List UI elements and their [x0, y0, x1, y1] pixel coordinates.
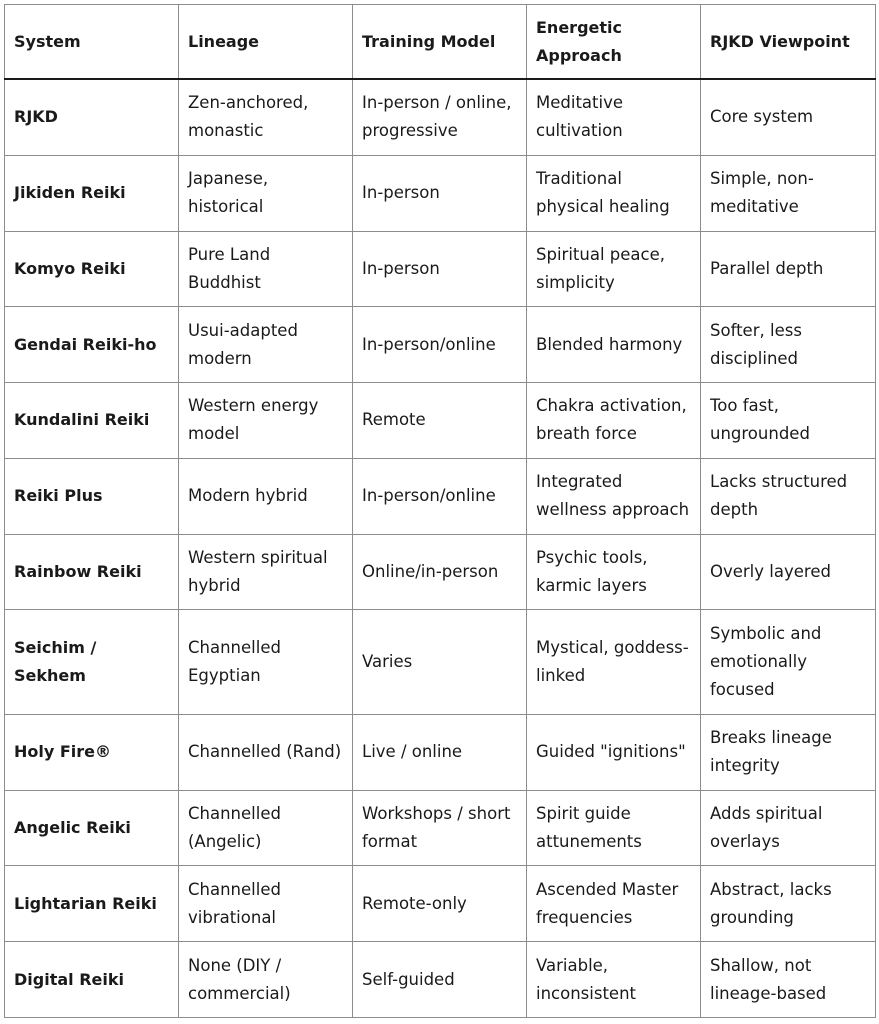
cell-lineage: Pure Land Buddhist [179, 231, 353, 307]
cell-energetic-approach: Chakra activation, breath force [527, 383, 701, 459]
header-row [5, 5, 876, 80]
cell-training-model: In-person [353, 155, 527, 231]
cell-training-model: Self-guided [353, 942, 527, 1018]
cell-lineage: Japanese, historical [179, 155, 353, 231]
cell-system: Rainbow Reiki [5, 534, 179, 610]
cell-energetic-approach: Mystical, goddess-linked [527, 610, 701, 714]
cell-system: Komyo Reiki [5, 231, 179, 307]
cell-energetic-approach: Ascended Master frequencies [527, 866, 701, 942]
table-row [5, 155, 876, 231]
header-energetic-approach: Energetic Approach [527, 5, 701, 80]
header-system: System [5, 5, 179, 80]
cell-rjkd-viewpoint: Lacks structured depth [701, 458, 876, 534]
table-row [5, 714, 876, 790]
cell-lineage: Western spiritual hybrid [179, 534, 353, 610]
cell-system: Jikiden Reiki [5, 155, 179, 231]
cell-rjkd-viewpoint: Adds spiritual overlays [701, 790, 876, 866]
cell-rjkd-viewpoint: Symbolic and emotionally focused [701, 610, 876, 714]
table-row [5, 942, 876, 1018]
table-row [5, 790, 876, 866]
cell-system: RJKD [5, 79, 179, 155]
cell-rjkd-viewpoint: Core system [701, 79, 876, 155]
table-row [5, 79, 876, 155]
cell-lineage: Western energy model [179, 383, 353, 459]
cell-training-model: Live / online [353, 714, 527, 790]
cell-rjkd-viewpoint: Breaks lineage integrity [701, 714, 876, 790]
cell-energetic-approach: Blended harmony [527, 307, 701, 383]
cell-lineage: None (DIY / commercial) [179, 942, 353, 1018]
cell-training-model: Remote-only [353, 866, 527, 942]
cell-energetic-approach: Meditative cultivation [527, 79, 701, 155]
table-row [5, 610, 876, 714]
table-body [5, 79, 876, 1018]
cell-training-model: Varies [353, 610, 527, 714]
table-row [5, 534, 876, 610]
header-rjkd-viewpoint: RJKD Viewpoint [701, 5, 876, 80]
cell-system: Angelic Reiki [5, 790, 179, 866]
cell-energetic-approach: Spirit guide attunements [527, 790, 701, 866]
table-row [5, 383, 876, 459]
cell-system: Holy Fire® [5, 714, 179, 790]
table-row [5, 866, 876, 942]
cell-system: Seichim / Sekhem [5, 610, 179, 714]
cell-rjkd-viewpoint: Shallow, not lineage-based [701, 942, 876, 1018]
reiki-systems-comparison-table [4, 4, 876, 1018]
cell-training-model: In-person/online [353, 458, 527, 534]
cell-training-model: In-person / online, progressive [353, 79, 527, 155]
cell-rjkd-viewpoint: Overly layered [701, 534, 876, 610]
cell-lineage: Channelled Egyptian [179, 610, 353, 714]
cell-system: Lightarian Reiki [5, 866, 179, 942]
cell-system: Digital Reiki [5, 942, 179, 1018]
cell-energetic-approach: Traditional physical healing [527, 155, 701, 231]
table-row [5, 458, 876, 534]
cell-lineage: Channelled (Rand) [179, 714, 353, 790]
cell-training-model: In-person/online [353, 307, 527, 383]
cell-rjkd-viewpoint: Abstract, lacks grounding [701, 866, 876, 942]
cell-training-model: In-person [353, 231, 527, 307]
header-lineage: Lineage [179, 5, 353, 80]
cell-system: Gendai Reiki-ho [5, 307, 179, 383]
cell-lineage: Zen-anchored, monastic [179, 79, 353, 155]
cell-rjkd-viewpoint: Simple, non-meditative [701, 155, 876, 231]
cell-energetic-approach: Integrated wellness approach [527, 458, 701, 534]
cell-energetic-approach: Spiritual peace, simplicity [527, 231, 701, 307]
table-header [5, 5, 876, 80]
comparison-table-container [4, 4, 875, 1018]
cell-rjkd-viewpoint: Too fast, ungrounded [701, 383, 876, 459]
cell-training-model: Remote [353, 383, 527, 459]
cell-energetic-approach: Variable, inconsistent [527, 942, 701, 1018]
cell-energetic-approach: Psychic tools, karmic layers [527, 534, 701, 610]
cell-lineage: Channelled (Angelic) [179, 790, 353, 866]
cell-lineage: Channelled vibrational [179, 866, 353, 942]
cell-training-model: Online/in-person [353, 534, 527, 610]
table-row [5, 231, 876, 307]
cell-rjkd-viewpoint: Parallel depth [701, 231, 876, 307]
header-training-model: Training Model [353, 5, 527, 80]
cell-energetic-approach: Guided "ignitions" [527, 714, 701, 790]
cell-lineage: Usui-adapted modern [179, 307, 353, 383]
cell-system: Reiki Plus [5, 458, 179, 534]
table-row [5, 307, 876, 383]
cell-training-model: Workshops / short format [353, 790, 527, 866]
cell-lineage: Modern hybrid [179, 458, 353, 534]
cell-rjkd-viewpoint: Softer, less disciplined [701, 307, 876, 383]
cell-system: Kundalini Reiki [5, 383, 179, 459]
